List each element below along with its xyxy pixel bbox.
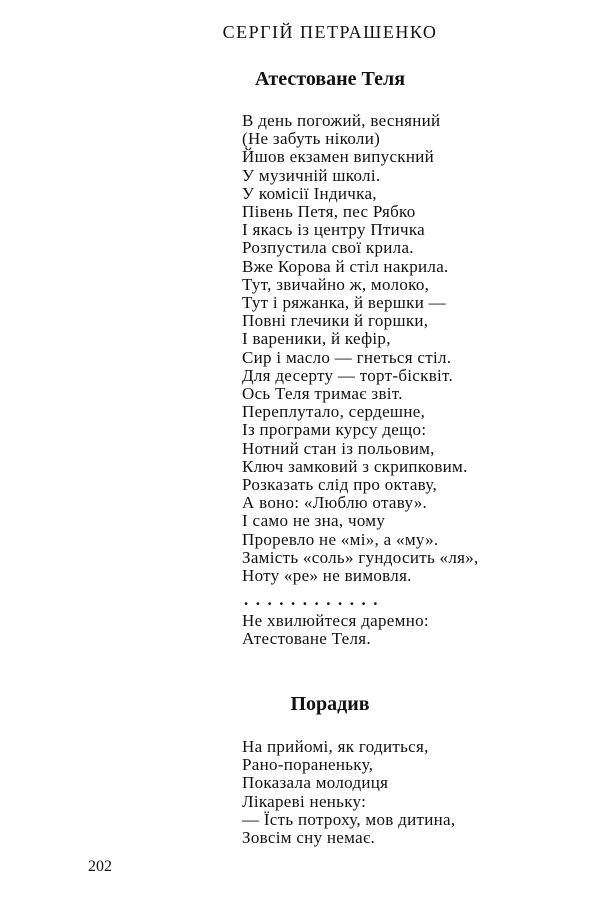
poem-body <box>242 112 479 585</box>
poem-line: Не хвилюйтеся даремно: <box>242 611 429 630</box>
poem-line: Сир і масло — гнеться стіл. <box>242 347 452 367</box>
poem-line: А воно: «Люблю отаву». <box>242 493 428 513</box>
poem-line: Розказать слід про октаву, <box>242 475 438 495</box>
poem-line: У музичній школі. <box>242 165 381 185</box>
poem-line: Лікареві неньку: <box>242 791 367 811</box>
poem-ending <box>242 612 429 648</box>
poem-line: Рано-пораненьку, <box>242 755 374 775</box>
poem-line: Тут, звичайно ж, молоко, <box>242 274 430 294</box>
page-number: 202 <box>88 858 112 875</box>
poem-line: Зовсім сну немає. <box>242 828 376 848</box>
poem-line: В день погожий, весняний <box>242 111 441 130</box>
poem-title: Порадив <box>290 693 370 715</box>
poem-line: Замість «соль» гундосить «ля», <box>242 547 479 567</box>
poem-title: Атестоване Теля <box>254 68 406 90</box>
poem-line: Півень Петя, пес Рябко <box>242 202 416 222</box>
poem-line: — Їсть потроху, мов дитина, <box>242 809 456 829</box>
poem-line: Ноту «ре» не вимовля. <box>242 566 412 586</box>
poem-line: На прийомі, як годиться, <box>242 737 429 756</box>
poem-line: Атестоване Теля. <box>242 629 371 649</box>
poem-line: Повні глечики й горшки, <box>242 311 429 331</box>
poem-line: Тут і ряжанка, й вершки — <box>242 293 446 313</box>
poem-line: Вже Корова й стіл накрила. <box>242 256 449 276</box>
poem-line: У комісії Індичка, <box>242 183 377 203</box>
poem-line: (Не забуть ніколи) <box>242 129 381 149</box>
poem-line: І вареники, й кефір, <box>242 329 391 349</box>
poem-line: Нотний стан із польовим, <box>242 438 435 458</box>
poem-line: І само не зна, чому <box>242 511 386 531</box>
poem-line: Показала молодиця <box>242 773 389 793</box>
poem-line: Ключ замковий з скрипковим. <box>242 456 468 476</box>
poem-line: Із програми курсу дещо: <box>242 420 427 440</box>
ellipsis-divider: ............ <box>244 590 385 609</box>
poem-body <box>242 738 455 847</box>
poem-line: Переплутало, сердешне, <box>242 402 426 422</box>
poem-line: Для десерту — торт-бісквіт. <box>242 365 454 385</box>
poem-line: Ось Теля тримає звіт. <box>242 384 403 404</box>
poem-line: І якась із центру Птичка <box>242 220 426 240</box>
poem-line: Йшов екзамен випускний <box>242 147 435 167</box>
poem-line: Розпустила свої крила. <box>242 238 414 258</box>
poem-line: Проревло не «мі», а «му». <box>242 529 439 549</box>
author-name: СЕРГІЙ ПЕТРАШЕНКО <box>222 22 438 42</box>
